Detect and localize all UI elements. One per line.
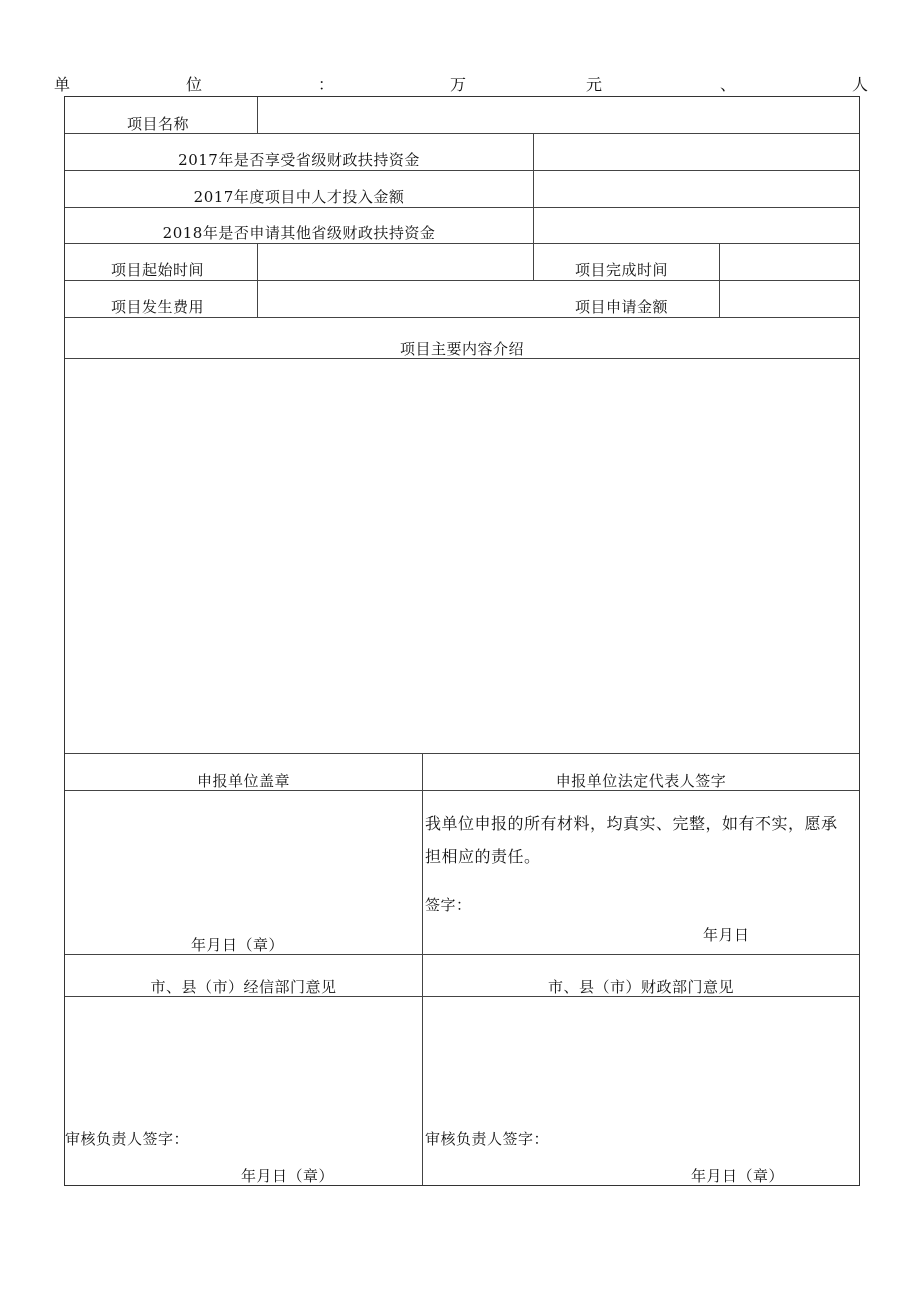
intro-textarea[interactable] [65,359,859,753]
finance-dept-date: 年月日（章） [691,1167,785,1185]
econ-dept-sign-label: 审核负责人签字： [65,1130,190,1148]
finance-dept-title: 市、县（市）财政部门意见 [547,978,734,996]
talent-2017-field[interactable] [534,171,859,207]
support-2017-label: 2017年是否享受省级财政扶持资金 [178,151,420,169]
application-form [64,96,860,1186]
rule [422,753,423,1185]
legal-rep-title: 申报单位法定代表人签字 [555,772,727,790]
unit-char-3: ： [318,75,335,94]
apply-amount-field[interactable] [720,281,859,317]
legal-rep-signature-field[interactable] [475,887,855,917]
finish-time-label: 项目完成时间 [575,261,669,279]
seal-title: 申报单位盖章 [196,772,290,790]
cost-label: 项目发生费用 [111,298,205,316]
unit-line [52,72,870,96]
apply-2018-label: 2018年是否申请其他省级财政扶持资金 [162,224,436,242]
finance-dept-opinion-field[interactable] [423,997,859,1117]
start-time-label: 项目起始时间 [111,261,205,279]
unit-char-2: 位 [186,75,203,94]
legal-rep-sign-label: 签字： [425,896,472,914]
unit-char-5: 元 [586,75,603,94]
rule [65,753,859,754]
apply-amount-label: 项目申请金额 [575,298,669,316]
talent-2017-label: 2017年度项目中人才投入金额 [193,188,405,206]
rule [65,954,859,955]
unit-char-4: 万 [450,75,467,94]
unit-char-1: 单 [54,75,71,94]
seal-date: 年月日（章） [191,936,285,954]
econ-dept-title: 市、县（市）经信部门意见 [150,978,337,996]
legal-rep-date: 年月日 [703,926,750,944]
econ-dept-opinion-field[interactable] [65,997,422,1117]
start-time-field[interactable] [258,244,533,280]
cost-field[interactable] [258,281,533,317]
apply-2018-field[interactable] [534,208,859,243]
rule [65,317,859,318]
seal-area[interactable] [65,791,422,954]
unit-char-6: 、 [720,75,737,94]
finish-time-field[interactable] [720,244,859,280]
econ-dept-date: 年月日（章） [241,1167,335,1185]
finance-dept-sign-label: 审核负责人签字： [425,1130,550,1148]
support-2017-field[interactable] [534,134,859,170]
project-name-field[interactable] [258,97,859,133]
unit-char-7: 人 [852,75,869,94]
legal-rep-statement-line2: 担相应的责任。 [425,847,541,866]
intro-label: 项目主要内容介绍 [399,340,524,358]
project-name-label: 项目名称 [127,115,190,133]
legal-rep-statement-line1: 我单位申报的所有材料，均真实、完整，如有不实，愿承 [425,814,838,833]
